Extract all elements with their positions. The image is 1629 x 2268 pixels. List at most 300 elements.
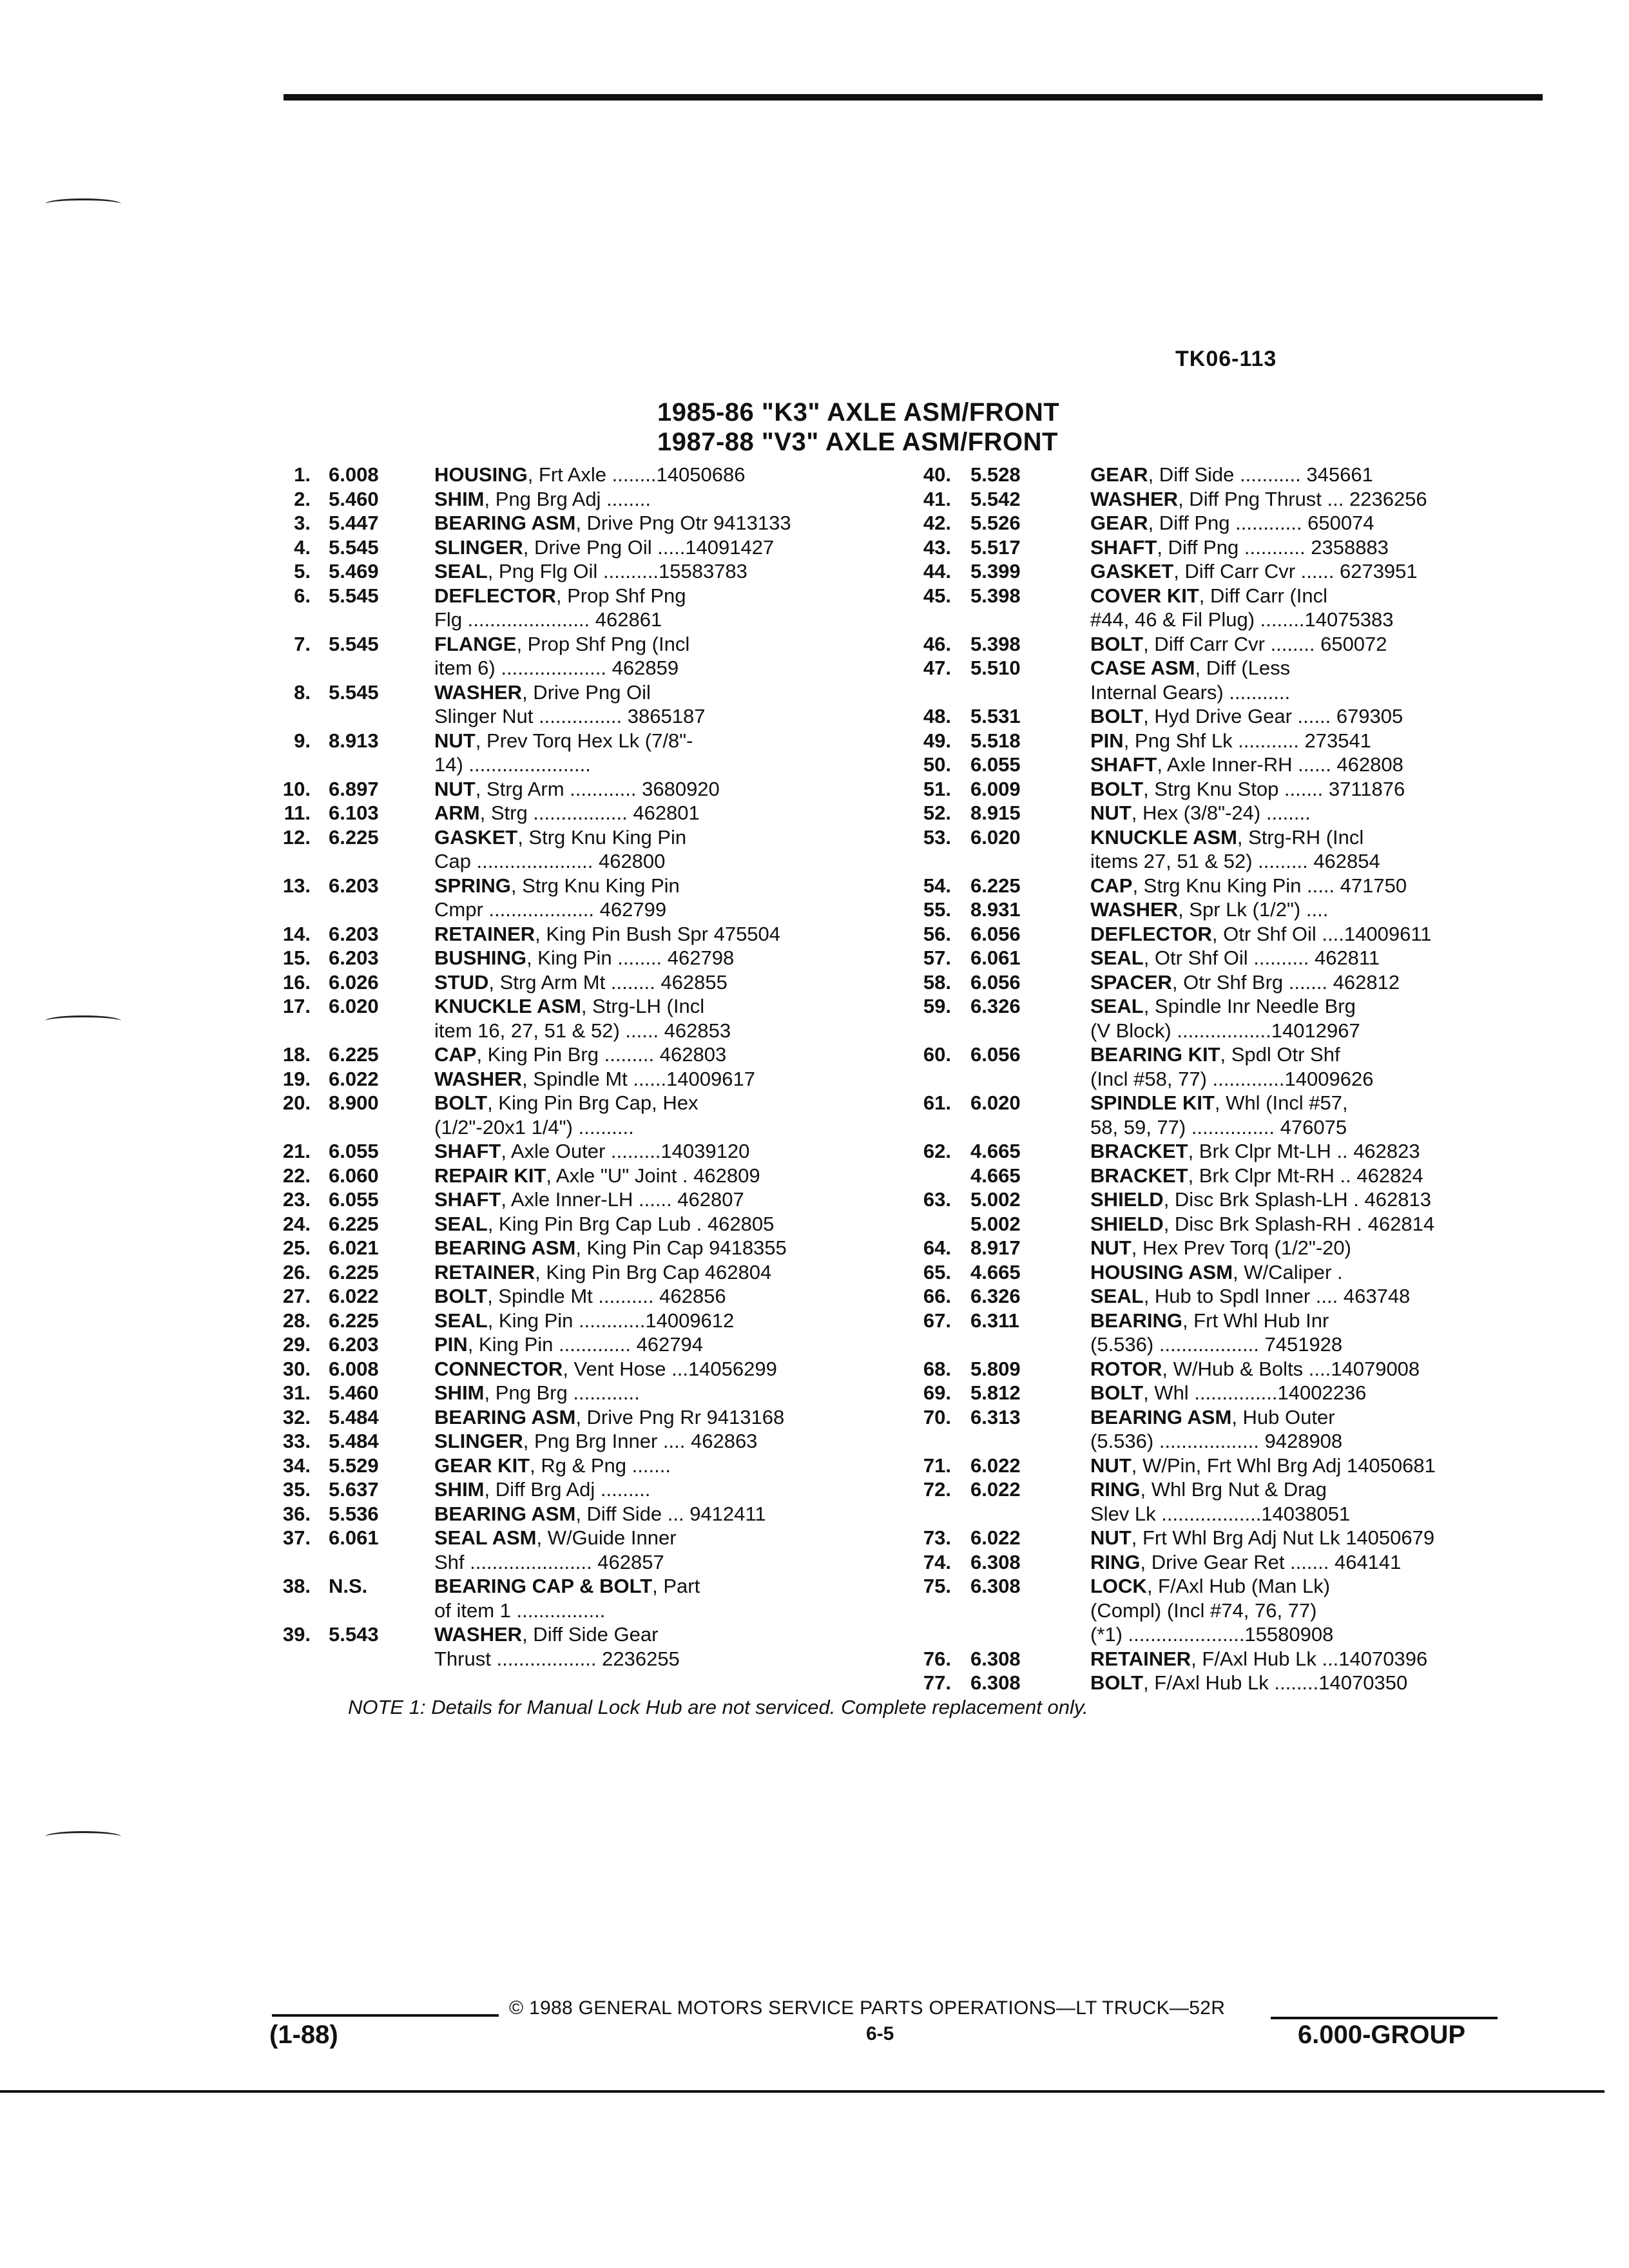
group-number: 6.026 bbox=[329, 970, 379, 994]
group-number: 6.055 bbox=[329, 1188, 379, 1211]
parts-list-item bbox=[912, 632, 1540, 657]
description-line: RING, Whl Brg Nut & Drag bbox=[1090, 1478, 1327, 1501]
parts-list-item bbox=[269, 970, 887, 995]
description-line: (Compl) (Incl #74, 76, 77) bbox=[1090, 1599, 1317, 1622]
group-number: 6.225 bbox=[329, 1309, 379, 1332]
parts-list-item bbox=[269, 1332, 887, 1357]
item-description bbox=[434, 559, 887, 584]
group-number: 6.061 bbox=[970, 947, 1021, 969]
item-number: 34. bbox=[282, 1454, 311, 1477]
group-number: 5.398 bbox=[970, 584, 1021, 607]
margin-mark-3 bbox=[45, 1831, 121, 1842]
item-description bbox=[434, 535, 887, 560]
group-number: 5.529 bbox=[329, 1454, 379, 1477]
parts-list-item bbox=[912, 1357, 1540, 1381]
group-number: 6.060 bbox=[329, 1164, 379, 1187]
group-number: 6.225 bbox=[329, 1260, 379, 1283]
parts-list-item bbox=[912, 1477, 1540, 1526]
description-line: SLINGER, Drive Png Oil .....14091427 bbox=[434, 535, 775, 559]
group-number: 6.203 bbox=[329, 1333, 379, 1356]
group-number: 4.665 bbox=[970, 1140, 1021, 1162]
item-number: 49. bbox=[923, 729, 951, 752]
item-description bbox=[1090, 1526, 1540, 1550]
item-description bbox=[1090, 1454, 1540, 1478]
description-line: WASHER, Diff Side Gear bbox=[434, 1623, 659, 1646]
item-description bbox=[434, 511, 887, 535]
item-number: 21. bbox=[282, 1140, 311, 1162]
parts-list-item bbox=[912, 1647, 1540, 1671]
copyright-line: © 1988 GENERAL MOTORS SERVICE PARTS OPERATIONS—LT TRUCK—52R bbox=[509, 1997, 1226, 2019]
item-number: 7. bbox=[294, 632, 311, 655]
group-number: 5.447 bbox=[329, 512, 379, 534]
parts-list-item bbox=[912, 511, 1540, 535]
parts-list-item bbox=[269, 632, 887, 680]
parts-list-left bbox=[269, 463, 887, 1671]
description-line: ARM, Strg ................. 462801 bbox=[434, 802, 700, 824]
description-line: Slinger Nut ............... 3865187 bbox=[434, 705, 706, 727]
parts-list-item bbox=[912, 1164, 1540, 1188]
description-line: Cmpr ................... 462799 bbox=[434, 898, 667, 921]
item-number: 43. bbox=[923, 535, 951, 559]
group-number: 5.484 bbox=[329, 1405, 379, 1428]
description-line: BOLT, F/Axl Hub Lk ........14070350 bbox=[1090, 1671, 1408, 1694]
item-description bbox=[1090, 777, 1540, 802]
group-number: 5.484 bbox=[329, 1430, 379, 1452]
parts-list-item bbox=[269, 1574, 887, 1622]
parts-list-item bbox=[912, 874, 1540, 898]
description-line: NUT, Strg Arm ............ 3680920 bbox=[434, 777, 720, 800]
item-description bbox=[1090, 1091, 1540, 1139]
parts-list-item bbox=[269, 1429, 887, 1454]
parts-list-item bbox=[269, 946, 887, 970]
description-line: KNUCKLE ASM, Strg-RH (Incl bbox=[1090, 825, 1364, 849]
item-number: 20. bbox=[282, 1091, 311, 1114]
parts-list-item bbox=[912, 1212, 1540, 1236]
item-number: 63. bbox=[923, 1188, 951, 1211]
item-description bbox=[1090, 584, 1540, 632]
document-id: TK06-113 bbox=[1175, 347, 1277, 371]
group-number: 6.008 bbox=[329, 1357, 379, 1380]
item-number: 71. bbox=[923, 1454, 951, 1477]
item-description bbox=[1090, 1647, 1540, 1671]
parts-list-item bbox=[912, 825, 1540, 874]
description-line: BOLT, Hyd Drive Gear ...... 679305 bbox=[1090, 705, 1403, 727]
item-number: 11. bbox=[284, 802, 311, 824]
group-number: 5.517 bbox=[970, 535, 1021, 559]
description-line: WASHER, Diff Png Thrust ... 2236256 bbox=[1090, 487, 1427, 510]
parts-list-item bbox=[912, 777, 1540, 802]
item-number: 18. bbox=[282, 1043, 311, 1066]
group-number: 6.311 bbox=[970, 1309, 1019, 1332]
item-description bbox=[434, 801, 887, 825]
item-description bbox=[1090, 1574, 1540, 1647]
description-line: GEAR KIT, Rg & Png ....... bbox=[434, 1454, 671, 1477]
item-description bbox=[1090, 511, 1540, 535]
description-line: BEARING CAP & BOLT, Part bbox=[434, 1575, 700, 1597]
title-line-2: 1987-88 "V3" AXLE ASM/FRONT bbox=[657, 428, 1058, 456]
description-line: DEFLECTOR, Prop Shf Png bbox=[434, 584, 686, 607]
parts-list-item bbox=[912, 1260, 1540, 1285]
parts-list-item bbox=[269, 1260, 887, 1285]
description-line: SHIM, Png Brg ............ bbox=[434, 1381, 640, 1404]
item-description bbox=[1090, 970, 1540, 995]
description-line: SHAFT, Axle Outer .........14039120 bbox=[434, 1140, 750, 1162]
item-description bbox=[434, 1260, 887, 1285]
description-line: (5.536) .................. 9428908 bbox=[1090, 1430, 1343, 1452]
group-number: 5.002 bbox=[970, 1188, 1021, 1211]
parts-list-item bbox=[269, 777, 887, 802]
parts-list-item bbox=[912, 1284, 1540, 1309]
parts-list-item bbox=[912, 656, 1540, 704]
footnote: NOTE 1: Details for Manual Lock Hub are not serviced. Complete replacement only. bbox=[348, 1696, 1088, 1718]
item-number: 35. bbox=[282, 1478, 311, 1501]
description-line: #44, 46 & Fil Plug) ........14075383 bbox=[1090, 608, 1394, 631]
group-number: 5.510 bbox=[970, 657, 1021, 679]
group-number: N.S. bbox=[329, 1575, 368, 1597]
parts-list-item bbox=[269, 825, 887, 874]
description-line: Slev Lk ..................14038051 bbox=[1090, 1502, 1351, 1525]
parts-list-item bbox=[912, 922, 1540, 947]
group-number: 5.542 bbox=[970, 487, 1021, 510]
item-description bbox=[434, 1477, 887, 1502]
item-number: 41. bbox=[923, 487, 951, 510]
description-line: (*1) .....................15580908 bbox=[1090, 1623, 1334, 1646]
parts-list-item bbox=[269, 1187, 887, 1212]
parts-list-item bbox=[912, 1091, 1540, 1139]
item-description bbox=[434, 1622, 887, 1671]
group-number: 8.900 bbox=[329, 1091, 379, 1114]
item-number: 66. bbox=[923, 1285, 951, 1307]
parts-list-item bbox=[269, 511, 887, 535]
item-description bbox=[434, 1236, 887, 1260]
description-line: REPAIR KIT, Axle "U" Joint . 462809 bbox=[434, 1164, 760, 1187]
parts-list-item bbox=[269, 1139, 887, 1164]
item-number: 48. bbox=[923, 705, 951, 727]
item-number: 46. bbox=[923, 632, 951, 655]
item-number: 51. bbox=[923, 777, 951, 800]
description-line: HOUSING ASM, W/Caliper . bbox=[1090, 1260, 1343, 1283]
group-number: 6.203 bbox=[329, 922, 379, 945]
group-number: 5.545 bbox=[329, 535, 379, 559]
item-number: 60. bbox=[923, 1043, 951, 1066]
description-line: KNUCKLE ASM, Strg-LH (Incl bbox=[434, 995, 705, 1017]
description-line: SHIM, Diff Brg Adj ......... bbox=[434, 1478, 651, 1501]
item-description bbox=[434, 1502, 887, 1526]
group-label: 6.000-GROUP bbox=[1298, 2021, 1466, 2049]
item-number: 3. bbox=[294, 512, 311, 534]
parts-list-item bbox=[269, 1212, 887, 1236]
description-line: SPACER, Otr Shf Brg ....... 462812 bbox=[1090, 970, 1400, 994]
item-description bbox=[434, 1164, 887, 1188]
page-number: 6-5 bbox=[866, 2023, 894, 2044]
description-line: PIN, Png Shf Lk ........... 273541 bbox=[1090, 729, 1371, 752]
description-line: RING, Drive Gear Ret ....... 464141 bbox=[1090, 1550, 1402, 1573]
item-description bbox=[1090, 632, 1540, 657]
description-line: PIN, King Pin ............. 462794 bbox=[434, 1333, 704, 1356]
description-line: SEAL, Hub to Spdl Inner .... 463748 bbox=[1090, 1285, 1411, 1307]
description-line: SHAFT, Diff Png ........... 2358883 bbox=[1090, 535, 1389, 559]
item-description bbox=[434, 970, 887, 995]
item-description bbox=[1090, 656, 1540, 704]
item-description bbox=[434, 1187, 887, 1212]
group-number: 5.002 bbox=[970, 1212, 1021, 1235]
description-line: WASHER, Spindle Mt ......14009617 bbox=[434, 1067, 755, 1090]
item-description bbox=[1090, 1477, 1540, 1526]
parts-list-item bbox=[269, 1622, 887, 1671]
group-number: 8.915 bbox=[970, 802, 1021, 824]
item-description bbox=[434, 1332, 887, 1357]
description-line: item 6) ................... 462859 bbox=[434, 657, 679, 679]
item-description bbox=[1090, 1187, 1540, 1212]
parts-list-item bbox=[269, 1067, 887, 1091]
group-number: 5.543 bbox=[329, 1623, 379, 1646]
item-number: 10. bbox=[282, 777, 311, 800]
item-number: 25. bbox=[282, 1236, 311, 1259]
item-description bbox=[1090, 994, 1540, 1043]
item-description bbox=[434, 1043, 887, 1067]
group-number: 5.637 bbox=[329, 1478, 379, 1501]
parts-list-item bbox=[269, 1502, 887, 1526]
description-line: CAP, King Pin Brg ......... 462803 bbox=[434, 1043, 727, 1066]
item-number: 33. bbox=[282, 1430, 311, 1452]
group-number: 6.308 bbox=[970, 1671, 1021, 1694]
description-line: Thrust .................. 2236255 bbox=[434, 1647, 680, 1670]
item-number: 52. bbox=[923, 802, 951, 824]
parts-list-item bbox=[269, 584, 887, 632]
description-line: BUSHING, King Pin ........ 462798 bbox=[434, 947, 735, 969]
item-number: 74. bbox=[923, 1550, 951, 1573]
description-line: NUT, Frt Whl Brg Adj Nut Lk 14050679 bbox=[1090, 1526, 1435, 1549]
top-rule bbox=[284, 94, 1543, 101]
item-number: 70. bbox=[923, 1405, 951, 1428]
group-number: 5.545 bbox=[329, 632, 379, 655]
parts-list-item bbox=[912, 1187, 1540, 1212]
parts-list-item bbox=[269, 463, 887, 487]
group-number: 6.056 bbox=[970, 922, 1021, 945]
parts-list-item bbox=[269, 1526, 887, 1574]
description-line: NUT, Hex Prev Torq (1/2"-20) bbox=[1090, 1236, 1351, 1259]
description-line: (5.536) .................. 7451928 bbox=[1090, 1333, 1343, 1356]
group-number: 8.917 bbox=[970, 1236, 1021, 1259]
description-line: SHAFT, Axle Inner-LH ...... 462807 bbox=[434, 1188, 744, 1211]
item-description bbox=[1090, 1164, 1540, 1188]
group-number: 5.518 bbox=[970, 729, 1021, 752]
item-description bbox=[1090, 1671, 1540, 1695]
description-line: BOLT, Spindle Mt .......... 462856 bbox=[434, 1285, 726, 1307]
description-line: Shf ...................... 462857 bbox=[434, 1550, 664, 1573]
group-number: 5.526 bbox=[970, 512, 1021, 534]
parts-list-item bbox=[269, 1164, 887, 1188]
description-line: BEARING KIT, Spdl Otr Shf bbox=[1090, 1043, 1340, 1066]
item-description bbox=[434, 922, 887, 947]
group-number: 6.225 bbox=[329, 1043, 379, 1066]
group-number: 6.022 bbox=[329, 1067, 379, 1090]
group-number: 5.460 bbox=[329, 1381, 379, 1404]
item-description bbox=[1090, 729, 1540, 753]
group-number: 5.812 bbox=[970, 1381, 1021, 1404]
group-number: 5.809 bbox=[970, 1357, 1021, 1380]
description-line: SEAL, King Pin Brg Cap Lub . 462805 bbox=[434, 1212, 775, 1235]
group-number: 6.020 bbox=[970, 825, 1021, 849]
group-number: 6.022 bbox=[970, 1478, 1021, 1501]
group-number: 6.055 bbox=[970, 753, 1021, 776]
description-line: NUT, Prev Torq Hex Lk (7/8"- bbox=[434, 729, 693, 752]
description-line: GASKET, Strg Knu King Pin bbox=[434, 825, 687, 849]
parts-list-item bbox=[912, 1236, 1540, 1260]
group-number: 6.020 bbox=[329, 995, 379, 1017]
parts-list-item bbox=[269, 801, 887, 825]
parts-list-item bbox=[912, 994, 1540, 1043]
item-description bbox=[1090, 559, 1540, 584]
description-line: ROTOR, W/Hub & Bolts ....14079008 bbox=[1090, 1357, 1420, 1380]
group-number: 6.313 bbox=[970, 1405, 1021, 1428]
group-number: 6.061 bbox=[329, 1526, 379, 1549]
parts-list-item bbox=[912, 463, 1540, 487]
group-number: 6.225 bbox=[970, 874, 1021, 897]
item-description bbox=[1090, 922, 1540, 947]
description-line: Flg ...................... 462861 bbox=[434, 608, 662, 631]
footer-rule-left bbox=[272, 2014, 499, 2017]
item-number: 62. bbox=[923, 1140, 951, 1162]
item-number: 75. bbox=[923, 1575, 951, 1597]
group-number: 6.203 bbox=[329, 874, 379, 897]
description-line: BRACKET, Brk Clpr Mt-LH .. 462823 bbox=[1090, 1140, 1420, 1162]
group-number: 5.460 bbox=[329, 487, 379, 510]
description-line: CAP, Strg Knu King Pin ..... 471750 bbox=[1090, 874, 1407, 897]
description-line: NUT, W/Pin, Frt Whl Brg Adj 14050681 bbox=[1090, 1454, 1436, 1477]
item-description bbox=[434, 994, 887, 1043]
group-number: 5.545 bbox=[329, 584, 379, 607]
item-number: 29. bbox=[282, 1333, 311, 1356]
description-line: of item 1 ................ bbox=[434, 1599, 606, 1622]
item-number: 27. bbox=[282, 1285, 311, 1307]
parts-list-item bbox=[269, 1477, 887, 1502]
item-description bbox=[434, 1284, 887, 1309]
bottom-rule bbox=[0, 2090, 1605, 2093]
group-number: 6.022 bbox=[970, 1526, 1021, 1549]
title-line-1: 1985-86 "K3" AXLE ASM/FRONT bbox=[657, 398, 1060, 427]
group-number: 5.545 bbox=[329, 680, 379, 704]
item-description bbox=[434, 1454, 887, 1478]
item-description bbox=[1090, 1357, 1540, 1381]
item-number: 36. bbox=[282, 1502, 311, 1525]
group-number: 6.103 bbox=[329, 802, 379, 824]
item-number: 56. bbox=[923, 922, 951, 945]
parts-list-item bbox=[269, 559, 887, 584]
item-description bbox=[434, 1309, 887, 1333]
item-description bbox=[1090, 1139, 1540, 1164]
description-line: BOLT, Strg Knu Stop ....... 3711876 bbox=[1090, 777, 1405, 800]
parts-list-item bbox=[912, 753, 1540, 777]
description-line: SEAL, Otr Shf Oil .......... 462811 bbox=[1090, 947, 1380, 969]
item-description bbox=[434, 463, 887, 487]
item-number: 6. bbox=[294, 584, 311, 607]
item-number: 14. bbox=[282, 922, 311, 945]
item-description bbox=[434, 1139, 887, 1164]
group-number: 6.225 bbox=[329, 825, 379, 849]
parts-list-item bbox=[269, 1357, 887, 1381]
item-description bbox=[434, 1526, 887, 1574]
description-line: FLANGE, Prop Shf Png (Incl bbox=[434, 632, 690, 655]
parts-list-item bbox=[912, 559, 1540, 584]
group-number: 6.022 bbox=[329, 1285, 379, 1307]
item-number: 38. bbox=[282, 1575, 311, 1597]
item-number: 28. bbox=[282, 1309, 311, 1332]
item-number: 65. bbox=[923, 1260, 951, 1283]
group-number: 5.528 bbox=[970, 463, 1021, 486]
group-number: 6.022 bbox=[970, 1454, 1021, 1477]
item-description bbox=[434, 680, 887, 729]
group-number: 6.326 bbox=[970, 1285, 1021, 1307]
parts-list-right bbox=[912, 463, 1540, 1695]
group-number: 4.665 bbox=[970, 1164, 1021, 1187]
parts-list-item bbox=[912, 1309, 1540, 1357]
item-description bbox=[434, 487, 887, 512]
item-number: 16. bbox=[282, 970, 311, 994]
description-line: (Incl #58, 77) .............14009626 bbox=[1090, 1067, 1374, 1090]
description-line: SLINGER, Png Brg Inner .... 462863 bbox=[434, 1430, 758, 1452]
item-description bbox=[1090, 1260, 1540, 1285]
item-number: 72. bbox=[923, 1478, 951, 1501]
item-number: 69. bbox=[923, 1381, 951, 1404]
description-line: SPINDLE KIT, Whl (Incl #57, bbox=[1090, 1091, 1348, 1114]
item-description bbox=[434, 1405, 887, 1430]
parts-list-item bbox=[269, 1381, 887, 1405]
description-line: Cap ..................... 462800 bbox=[434, 850, 666, 872]
parts-list-item bbox=[912, 487, 1540, 512]
description-line: item 16, 27, 51 & 52) ...... 462853 bbox=[434, 1019, 731, 1042]
parts-list-item bbox=[912, 1405, 1540, 1454]
parts-list-item bbox=[269, 487, 887, 512]
description-line: GEAR, Diff Side ........... 345661 bbox=[1090, 463, 1373, 486]
parts-list-item bbox=[912, 801, 1540, 825]
parts-list-item bbox=[269, 1405, 887, 1430]
group-number: 5.531 bbox=[970, 705, 1021, 727]
description-line: HOUSING, Frt Axle ........14050686 bbox=[434, 463, 746, 486]
item-number: 5. bbox=[294, 560, 311, 582]
item-number: 40. bbox=[923, 463, 951, 486]
item-description bbox=[434, 1067, 887, 1091]
item-description bbox=[1090, 1212, 1540, 1236]
item-number: 42. bbox=[923, 512, 951, 534]
parts-list-item bbox=[912, 1139, 1540, 1164]
footer-rule-right bbox=[1271, 2017, 1498, 2019]
description-line: 14) ...................... bbox=[434, 753, 591, 776]
item-number: 24. bbox=[282, 1212, 311, 1235]
parts-list-item bbox=[269, 1309, 887, 1333]
item-description bbox=[434, 777, 887, 802]
description-line: RETAINER, King Pin Brg Cap 462804 bbox=[434, 1260, 772, 1283]
item-number: 68. bbox=[923, 1357, 951, 1380]
item-description bbox=[434, 1091, 887, 1139]
parts-list-item bbox=[912, 946, 1540, 970]
item-description bbox=[1090, 1381, 1540, 1405]
item-number: 26. bbox=[282, 1260, 311, 1283]
item-description bbox=[1090, 1309, 1540, 1357]
description-line: (1/2"-20x1 1/4") .......... bbox=[434, 1115, 634, 1139]
description-line: BEARING ASM, Diff Side ... 9412411 bbox=[434, 1502, 766, 1525]
item-number: 53. bbox=[923, 825, 951, 849]
group-number: 6.009 bbox=[970, 777, 1021, 800]
group-number: 6.008 bbox=[329, 463, 379, 486]
item-number: 55. bbox=[923, 898, 951, 921]
group-number: 6.308 bbox=[970, 1647, 1021, 1670]
description-line: RETAINER, F/Axl Hub Lk ...14070396 bbox=[1090, 1647, 1428, 1670]
group-number: 5.398 bbox=[970, 632, 1021, 655]
item-description bbox=[434, 874, 887, 922]
parts-list-item bbox=[912, 1550, 1540, 1575]
item-number: 30. bbox=[282, 1357, 311, 1380]
